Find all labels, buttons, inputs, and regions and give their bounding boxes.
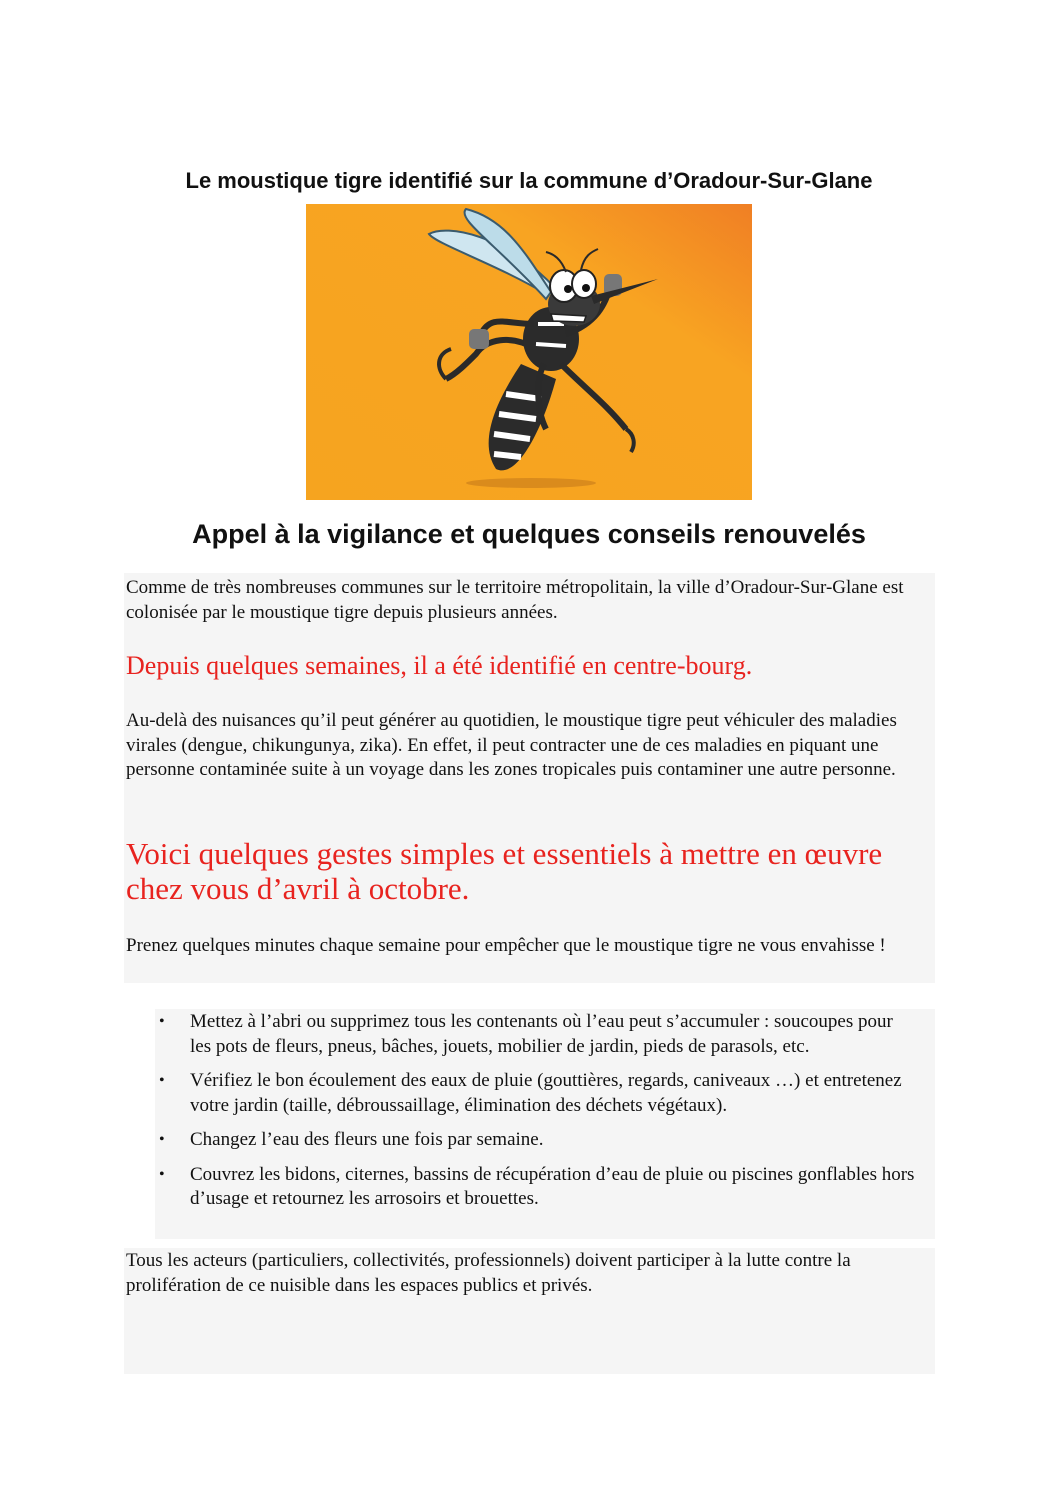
- bullet-icon: •: [159, 1165, 165, 1183]
- tip-text: Couvrez les bidons, citernes, bassins de récupération d’eau de pluie ou piscines gonflables hors d’usage et retournez les arrosoirs et brouettes.: [190, 1163, 915, 1209]
- list-item: [155, 1069, 915, 1118]
- section-heading: Appel à la vigilance et quelques conseils renouvelés: [192, 519, 866, 549]
- diseases-paragraph: Au-delà des nuisances qu’il peut générer au quotidien, le moustique tigre peut véhiculer des maladies virales (dengue, chikungunya, zika). En effet, il peut contracter une de ces maladies en piquant une personne contaminée suite à un voyage dans les zones tropicales puis contaminer une autre personne.: [126, 710, 897, 780]
- call-to-action-paragraph: Prenez quelques minutes chaque semaine pour empêcher que le moustique tigre ne vous envahisse !: [126, 935, 886, 956]
- bullet-icon: •: [159, 1013, 165, 1030]
- list-item: [155, 1163, 915, 1212]
- tips-list: [155, 1010, 915, 1222]
- tip-text: Mettez à l’abri ou supprimez tous les contenants où l’eau peut s’accumuler : soucoupes pour les pots de fleurs, pneus, bâches, jouets, mobilier de jardin, pieds de parasols, etc.: [190, 1011, 893, 1057]
- tip-text: Vérifiez le bon écoulement des eaux de pluie (gouttières, regards, caniveaux …) et entretenez votre jardin (taille, débroussaillage, élimination des déchets végétaux).: [190, 1070, 902, 1116]
- bullet-icon: •: [159, 1131, 165, 1148]
- highlight-sentence: Depuis quelques semaines, il a été identifié en centre-bourg.: [126, 651, 753, 680]
- tip-text: Changez l’eau des fleurs une fois par semaine.: [190, 1129, 544, 1150]
- highlight-heading: Voici quelques gestes simples et essentiels à mettre en œuvre chez vous d’avril à octobre.: [126, 836, 883, 906]
- intro-paragraph: Comme de très nombreuses communes sur le territoire métropolitain, la ville d’Oradour-Sur-Glane est colonisée par le moustique tigre depuis plusieurs années.: [126, 577, 904, 623]
- conclusion-paragraph: Tous les acteurs (particuliers, collectivités, professionnels) doivent participer à la lutte contre la prolifération de ce nuisible dans les espaces publics et privés.: [126, 1250, 851, 1296]
- list-item: [155, 1128, 915, 1153]
- mosquito-illustration: [306, 204, 752, 500]
- bullet-icon: •: [159, 1072, 165, 1089]
- page-title: Le moustique tigre identifié sur la commune d’Oradour-Sur-Glane: [185, 168, 873, 193]
- list-item: [155, 1010, 915, 1059]
